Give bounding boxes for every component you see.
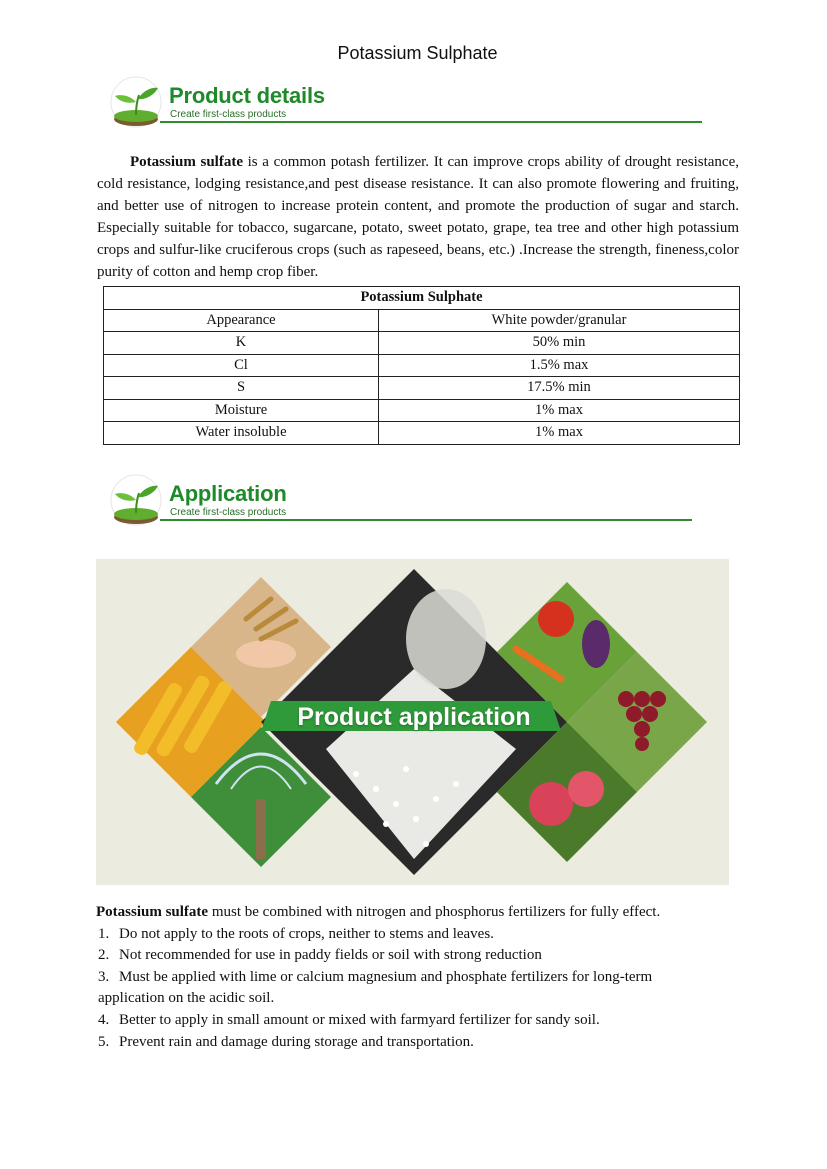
application-banner xyxy=(110,473,695,533)
page-title: Potassium Sulphate xyxy=(337,43,498,63)
spec-value: 1% max xyxy=(379,399,740,422)
spec-name: Appearance xyxy=(104,309,379,332)
table-header: Potassium Sulphate xyxy=(104,287,740,310)
list-item-continuation: application on the acidic soil. xyxy=(98,990,275,1007)
item-number: 3. xyxy=(98,968,110,985)
spec-value: White powder/granular xyxy=(379,309,740,332)
section-rule xyxy=(160,121,702,123)
notes-lead-text: must be combined with nitrogen and phosphorus fertilizers for fully effect. xyxy=(208,904,661,920)
spec-value: 1% max xyxy=(379,422,740,445)
sprout-logo-icon xyxy=(110,75,162,129)
sprout-logo-icon xyxy=(110,473,162,527)
table-row xyxy=(104,309,740,332)
intro-paragraph xyxy=(97,151,739,283)
item-number: 1. xyxy=(98,925,110,942)
list-item xyxy=(96,1010,756,1032)
spec-table xyxy=(103,286,740,445)
item-number: 4. xyxy=(98,1011,110,1028)
section-heading: Application xyxy=(169,481,287,506)
notes-lead: Potassium sulfate xyxy=(96,904,209,920)
item-number: 5. xyxy=(98,1033,110,1050)
section-heading: Product details xyxy=(169,83,325,108)
section-subheading: Create first-class products xyxy=(170,507,287,518)
spec-name: Moisture xyxy=(104,399,379,422)
item-text: Better to apply in small amount or mixed with farmyard fertilizer for sandy soil. xyxy=(119,1011,600,1028)
table-row xyxy=(104,332,740,355)
table-row xyxy=(104,399,740,422)
product-application-label: Product application xyxy=(297,703,531,731)
list-item xyxy=(96,945,756,967)
spec-value: 17.5% min xyxy=(379,377,740,400)
spec-name: S xyxy=(104,377,379,400)
intro-lead: Potassium sulfate xyxy=(130,154,243,170)
list-item xyxy=(96,1032,756,1054)
spec-name: K xyxy=(104,332,379,355)
notes-intro xyxy=(96,902,756,924)
table-row xyxy=(104,354,740,377)
item-number: 2. xyxy=(98,947,110,964)
table-header-row xyxy=(104,287,740,310)
product-details-banner xyxy=(110,75,705,135)
spec-value: 1.5% max xyxy=(379,354,740,377)
list-item xyxy=(96,924,756,946)
item-text: Prevent rain and damage during storage and transportation. xyxy=(119,1033,474,1050)
spec-name: Cl xyxy=(104,354,379,377)
usage-notes xyxy=(96,902,756,1053)
table-row xyxy=(104,377,740,400)
spec-name: Water insoluble xyxy=(104,422,379,445)
section-rule xyxy=(160,519,692,521)
spec-value: 50% min xyxy=(379,332,740,355)
intro-text: is a common potash fertilizer. It can improve crops ability of drought resistance, cold resistance, lodging resistance,and pest disease resistance. It can also promote flowering and fruiting, and better use of nitrogen to increase protein content, and promote the production of sugar and starch. Especially suitable for tobacco, sugarcane, potato, sweet potato, grape, tea tree and other high potassium crops and sulfur-like cruciferous crops (such as rapeseed, beans, etc.) .Increase the strength, fineness,color purity of cotton and hemp crop fiber. xyxy=(97,154,739,280)
item-text: Not recommended for use in paddy fields or soil with strong reduction xyxy=(119,947,542,964)
list-item xyxy=(96,967,756,989)
item-text: Must be applied with lime or calcium magnesium and phosphate fertilizers for long-term xyxy=(119,968,653,985)
product-application-image xyxy=(96,559,729,885)
item-text: Do not apply to the roots of crops, neither to stems and leaves. xyxy=(119,925,494,942)
table-row xyxy=(104,422,740,445)
section-subheading: Create first-class products xyxy=(170,109,287,120)
